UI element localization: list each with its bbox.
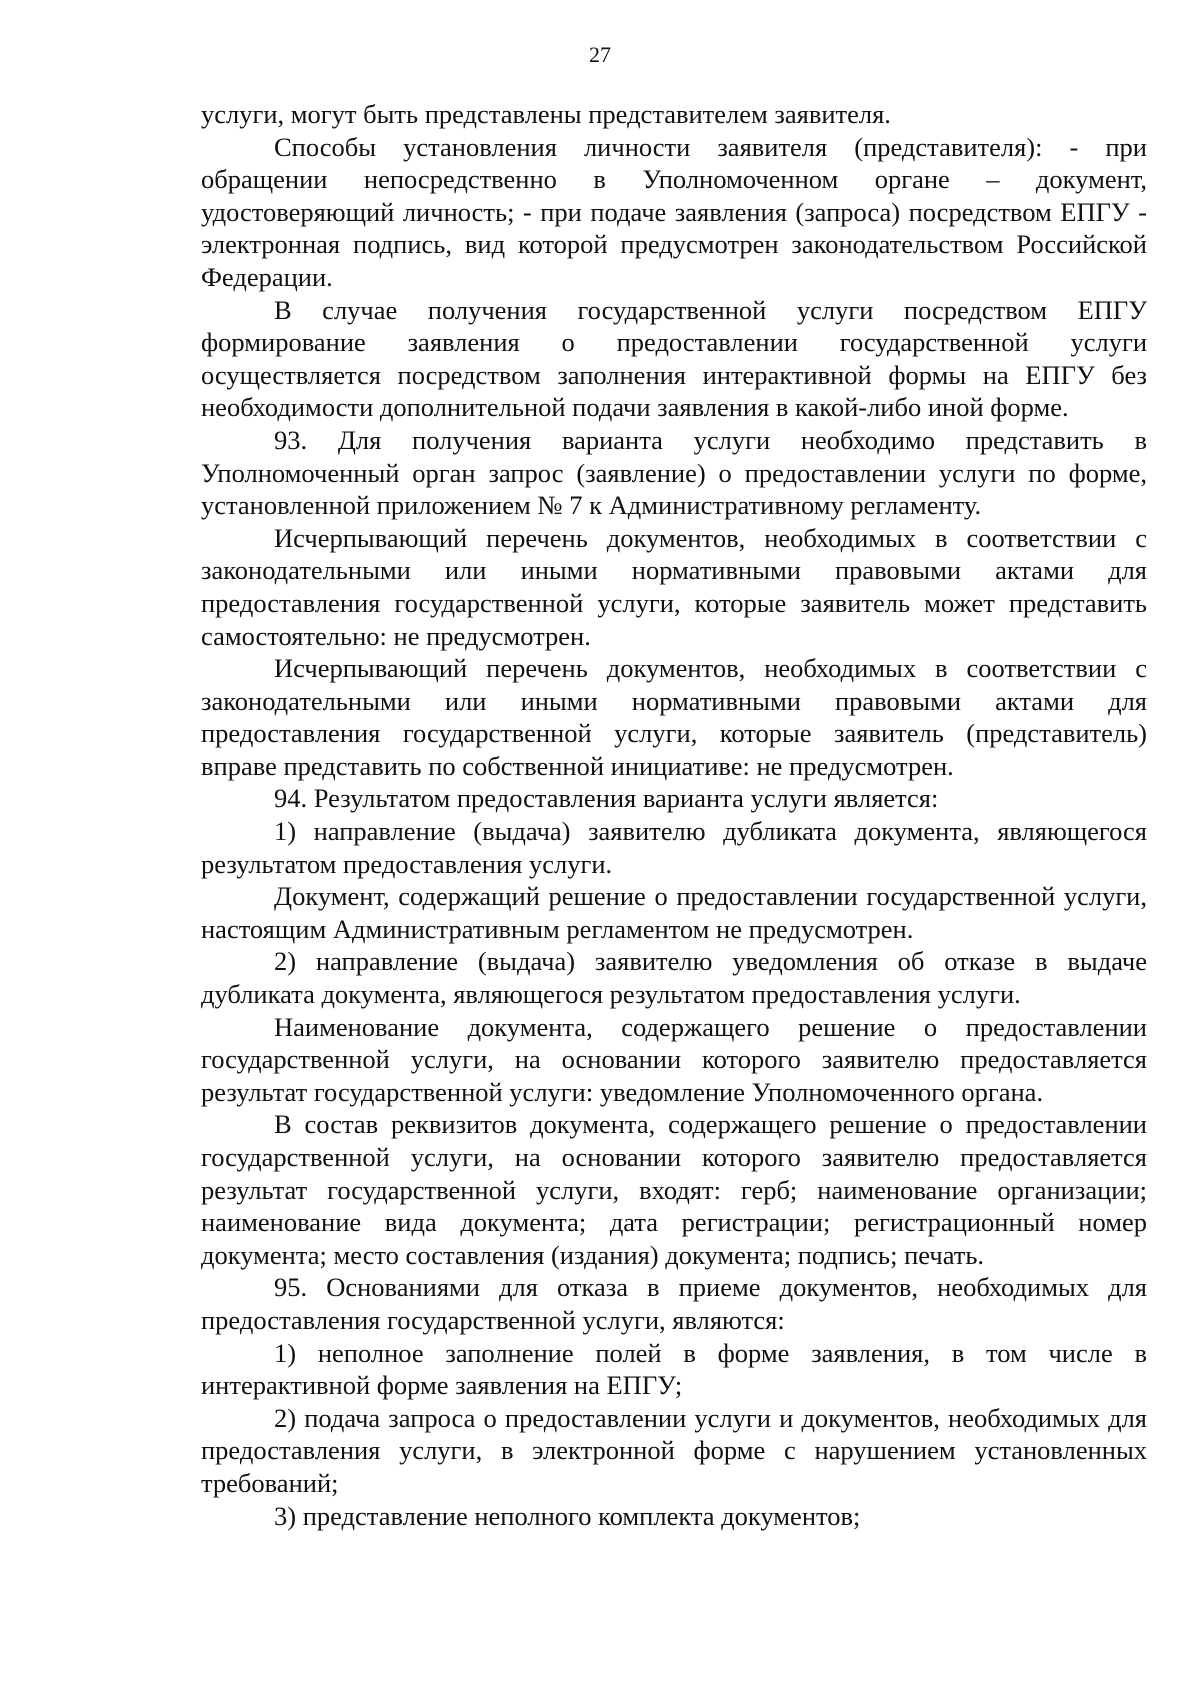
paragraph: 93. Для получения варианта услуги необходимо представить в Уполномоченный орган запрос (заявление) о предоставлении услуги по форме, установленной приложением № 7 к Административному регламенту. <box>201 424 1147 521</box>
paragraph: услуги, могут быть представлены представителем заявителя. <box>201 99 891 129</box>
paragraph: В состав реквизитов документа, содержащего решение о предоставлении государственной услуги, на основании которого заявителю предоставляется результат государственной услуги, входят: герб; наименование организации; наименование вида документа; дата регистрации; регистрационный номер документа; место составления (издания) документа; подпись; печать. <box>201 1109 1147 1270</box>
paragraph: Наименование документа, содержащего решение о предоставлении государственной услуги, на основании которого заявителю предоставляется результат государственной услуги: уведомление Уполномоченного органа. <box>201 1011 1147 1107</box>
paragraph: 2) направление (выдача) заявителю уведомления об отказе в выдаче дубликата документа, являющегося результатом предоставления услуги. <box>201 946 1147 1010</box>
document-body <box>201 98 1147 1532</box>
page-number: 27 <box>589 42 611 67</box>
paragraph: 3) представление неполного комплекта документов; <box>274 1500 861 1531</box>
paragraph: 94. Результатом предоставления варианта услуги является: <box>274 783 939 814</box>
paragraph: Исчерпывающий перечень документов, необходимых в соответствии с законодательными или иными нормативными правовыми актами для предоставления государственной услуги, которые заявитель может представить самостоятельно: не предусмотрен. <box>201 522 1147 651</box>
paragraph: 2) подача запроса о предоставлении услуги и документов, необходимых для предоставления услуги, в электронной форме с нарушением установленных требований; <box>201 1402 1147 1498</box>
paragraph: 1) неполное заполнение полей в форме заявления, в том числе в интерактивной форме заявления на ЕПГУ; <box>201 1337 1147 1401</box>
paragraph: 1) направление (выдача) заявителю дубликата документа, являющегося результатом предоставления услуги. <box>201 816 1147 879</box>
paragraph: Способы установления личности заявителя (представителя): - при обращении непосредственно в Уполномоченном органе – документ, удостоверяющий личность; - при подаче заявления (запроса) посредством ЕПГУ - электронная подпись, вид которой предусмотрен законодательством Российской Федерации. <box>201 131 1147 292</box>
paragraph: 95. Основаниями для отказа в приеме документов, необходимых для предоставления государственной услуги, являются: <box>201 1272 1147 1335</box>
paragraph: В случае получения государственной услуги посредством ЕПГУ формирование заявления о предоставлении государственной услуги осуществляется посредством заполнения интерактивной формы на ЕПГУ без необходимости дополнительной подачи заявления в какой-либо иной форме. <box>201 294 1147 423</box>
paragraph: Исчерпывающий перечень документов, необходимых в соответствии с законодательными или иными нормативными правовыми актами для предоставления государственной услуги, которые заявитель (представитель) вправе представить по собственной инициативе: не предусмотрен. <box>201 653 1147 781</box>
paragraph: Документ, содержащий решение о предоставлении государственной услуги, настоящим Административным регламентом не предусмотрен. <box>201 881 1147 944</box>
